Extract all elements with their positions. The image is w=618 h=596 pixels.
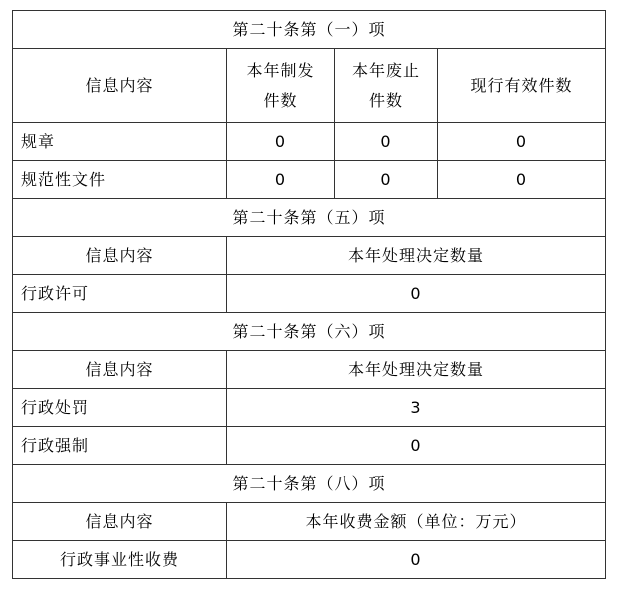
header-info-content: 信息内容 xyxy=(13,49,227,123)
row-label-admin-enforcement: 行政强制 xyxy=(13,427,227,465)
normative-issued: 0 xyxy=(227,161,335,199)
header-decision-count: 本年处理决定数量 xyxy=(227,237,606,275)
header-info-content: 信息内容 xyxy=(13,351,227,389)
admin-penalty-value: 3 xyxy=(227,389,606,427)
header-decision-count: 本年处理决定数量 xyxy=(227,351,606,389)
regulations-valid: 0 xyxy=(438,123,606,161)
section-title-row xyxy=(13,11,606,49)
table-row xyxy=(13,275,606,313)
table-row xyxy=(13,123,606,161)
regulations-abolished: 0 xyxy=(335,123,438,161)
section-1-title: 第二十条第（一）项 xyxy=(13,11,606,49)
admin-fees-value: 0 xyxy=(227,541,606,579)
header-fee-amount: 本年收费金额（单位：万元） xyxy=(227,503,606,541)
section-8-title: 第二十条第（八）项 xyxy=(13,465,606,503)
normative-abolished: 0 xyxy=(335,161,438,199)
admin-enforcement-value: 0 xyxy=(227,427,606,465)
section-5-header-row xyxy=(13,237,606,275)
table-row xyxy=(13,161,606,199)
section-6-title: 第二十条第（六）项 xyxy=(13,313,606,351)
row-label-admin-penalty: 行政处罚 xyxy=(13,389,227,427)
row-label-admin-fees: 行政事业性收费 xyxy=(13,541,227,579)
header-abolished-count: 本年废止 件数 xyxy=(335,49,438,123)
row-label-admin-license: 行政许可 xyxy=(13,275,227,313)
normative-valid: 0 xyxy=(438,161,606,199)
disclosure-table xyxy=(12,10,606,579)
section-title-row xyxy=(13,199,606,237)
row-label-regulations: 规章 xyxy=(13,123,227,161)
section-title-row xyxy=(13,313,606,351)
section-title-row xyxy=(13,465,606,503)
regulations-issued: 0 xyxy=(227,123,335,161)
header-valid-count: 现行有效件数 xyxy=(438,49,606,123)
section-6-header-row xyxy=(13,351,606,389)
section-8-header-row xyxy=(13,503,606,541)
table-row xyxy=(13,427,606,465)
header-info-content: 信息内容 xyxy=(13,237,227,275)
row-label-normative-documents: 规范性文件 xyxy=(13,161,227,199)
header-issued-count: 本年制发 件数 xyxy=(227,49,335,123)
section-1-header-row xyxy=(13,49,606,123)
table-row xyxy=(13,389,606,427)
table-row xyxy=(13,541,606,579)
admin-license-value: 0 xyxy=(227,275,606,313)
section-5-title: 第二十条第（五）项 xyxy=(13,199,606,237)
header-info-content: 信息内容 xyxy=(13,503,227,541)
